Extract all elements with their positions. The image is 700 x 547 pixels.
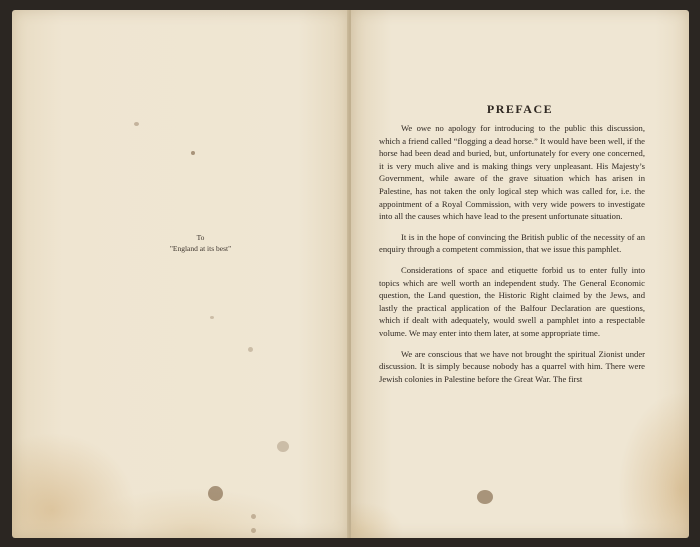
foxing-spot: [134, 122, 139, 126]
page-title: PREFACE: [486, 102, 554, 116]
paragraph: Considerations of space and etiquette forbid us to enter fully into topics which are well worth an independent study. The General Economic question, the Land question, the Historic Right claimed by the Jews, and lastly the practical application of the Balfour Declaration are questions, which if dealt with adequately, would swell a pamphlet into a respectable volume. We may enter into them later, at some appropriate time.: [379, 264, 645, 338]
foxing-spot: [208, 486, 223, 501]
dedication-to: To: [196, 233, 205, 242]
foxing-spot: [277, 441, 289, 452]
left-page: [12, 10, 349, 538]
dedication-text: "England at its best": [169, 244, 232, 253]
foxing-spot: [210, 316, 214, 319]
foxing-spot: [251, 528, 256, 533]
dedication: [12, 232, 349, 254]
right-page: [351, 10, 689, 538]
foxing-spot: [248, 347, 253, 352]
foxing-spot: [191, 151, 195, 155]
preface-body: [379, 122, 645, 393]
paragraph: We owe no apology for introducing to the public this discussion, which a friend called “flogging a dead horse.” It would have been well, if the horse had been dead and buried, but, unfortunately for every one concerned, it is very much alive and is making things very unpleasant. His Majesty’s Government, while aware of the grave situation which has arisen in Palestine, has not taken the only logical step which was called for, i.e. the appointment of a Royal Commission, with very wide powers to investigate into all the causes which have lead to the present unfortunate situation.: [379, 123, 645, 222]
foxing-spot: [251, 514, 256, 519]
paragraph: It is in the hope of convincing the British public of the necessity of an enquiry through a competent commission, that we issue this pamphlet.: [379, 231, 645, 255]
paragraph: We are conscious that we have not brought the spiritual Zionist under discussion. It is simply because nobody has a quarrel with him. There were Jewish colonies in Palestine before the Great War. The first: [379, 348, 645, 384]
foxing-spot: [477, 490, 493, 504]
